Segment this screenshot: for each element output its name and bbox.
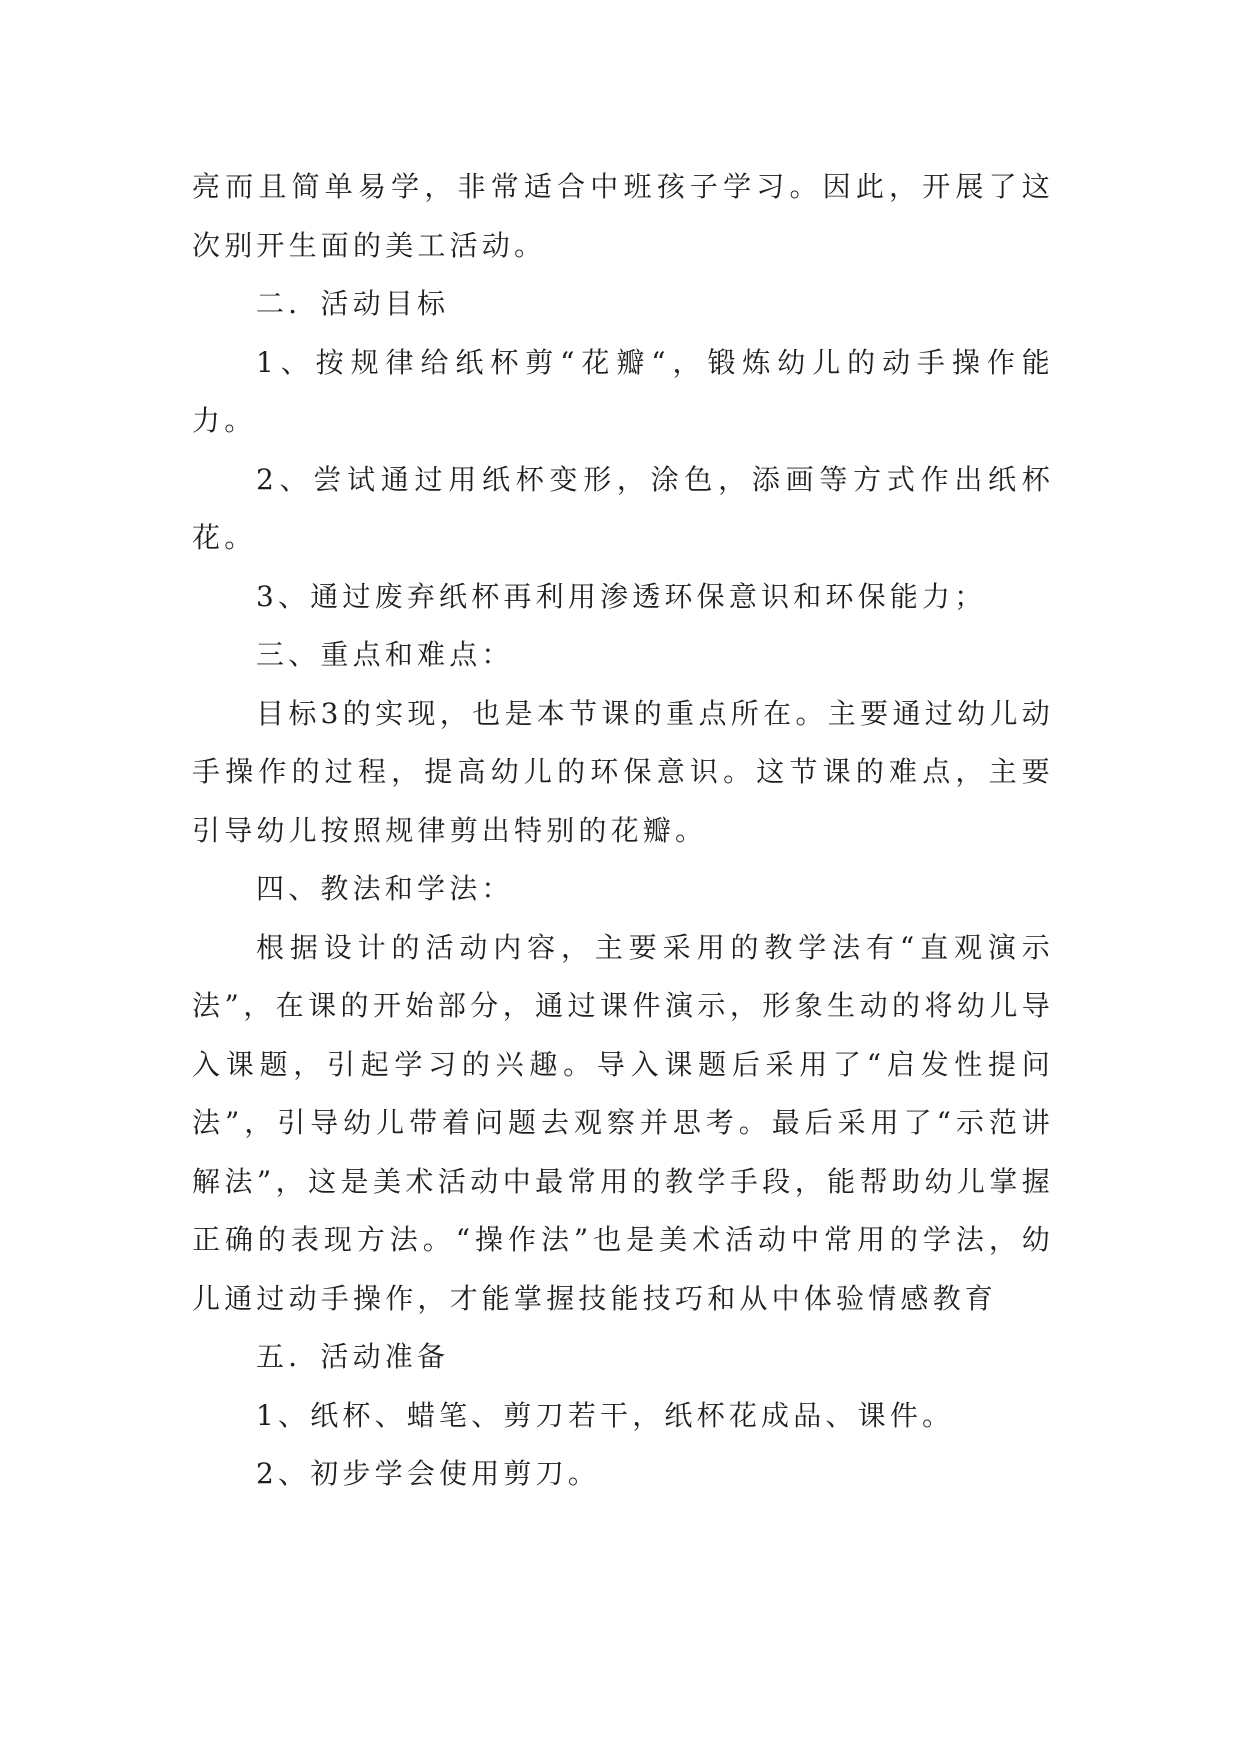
preparation-item-2: 2、初步学会使用剪刀。 — [256, 1457, 601, 1490]
paragraph-methods: 根据设计的活动内容，主要采用的教学法有“直观演示法”，在课的开始部分，通过课件演示，形象生动的将幼儿导入课题，引起学习的兴趣。导入课题后采用了“启发性提问法”，引导幼儿带着问题去观察并思考。最后采用了“示范讲解法”，这是美术活动中最常用的教学手段，能帮助幼儿掌握正确的表现方法。“操作法”也是美术活动中常用的学法，幼儿通过动手操作，才能掌握技能技巧和从中体验情感教育 — [192, 930, 1054, 1315]
goal-item-2: 2、尝试通过用纸杯变形，涂色，添画等方式作出纸杯花。 — [192, 462, 1054, 554]
heading-activity-goals: 二．活动目标 — [256, 287, 450, 320]
heading-methods: 四、教法和学法： — [256, 872, 514, 905]
preparation-item-1: 1、纸杯、蜡笔、剪刀若干，纸杯花成品、课件。 — [256, 1398, 955, 1432]
goal-item-1: 1、按规律给纸杯剪“花瓣“，锻炼幼儿的动手操作能力。 — [192, 345, 1054, 437]
paragraph-intro-continued: 亮而且简单易学，非常适合中班孩子学习。因此，开展了这次别开生面的美工活动。 — [192, 170, 1054, 262]
heading-key-points: 三、重点和难点： — [256, 638, 514, 671]
paragraph-key-points: 目标3的实现，也是本节课的重点所在。主要通过幼儿动手操作的过程，提高幼儿的环保意识。这节课的难点，主要引导幼儿按照规律剪出特别的花瓣。 — [192, 696, 1054, 847]
heading-preparation: 五．活动准备 — [256, 1340, 450, 1373]
document-body — [192, 158, 1054, 1504]
goal-item-3: 3、通过废弃纸杯再利用渗透环保意识和环保能力； — [256, 579, 987, 613]
